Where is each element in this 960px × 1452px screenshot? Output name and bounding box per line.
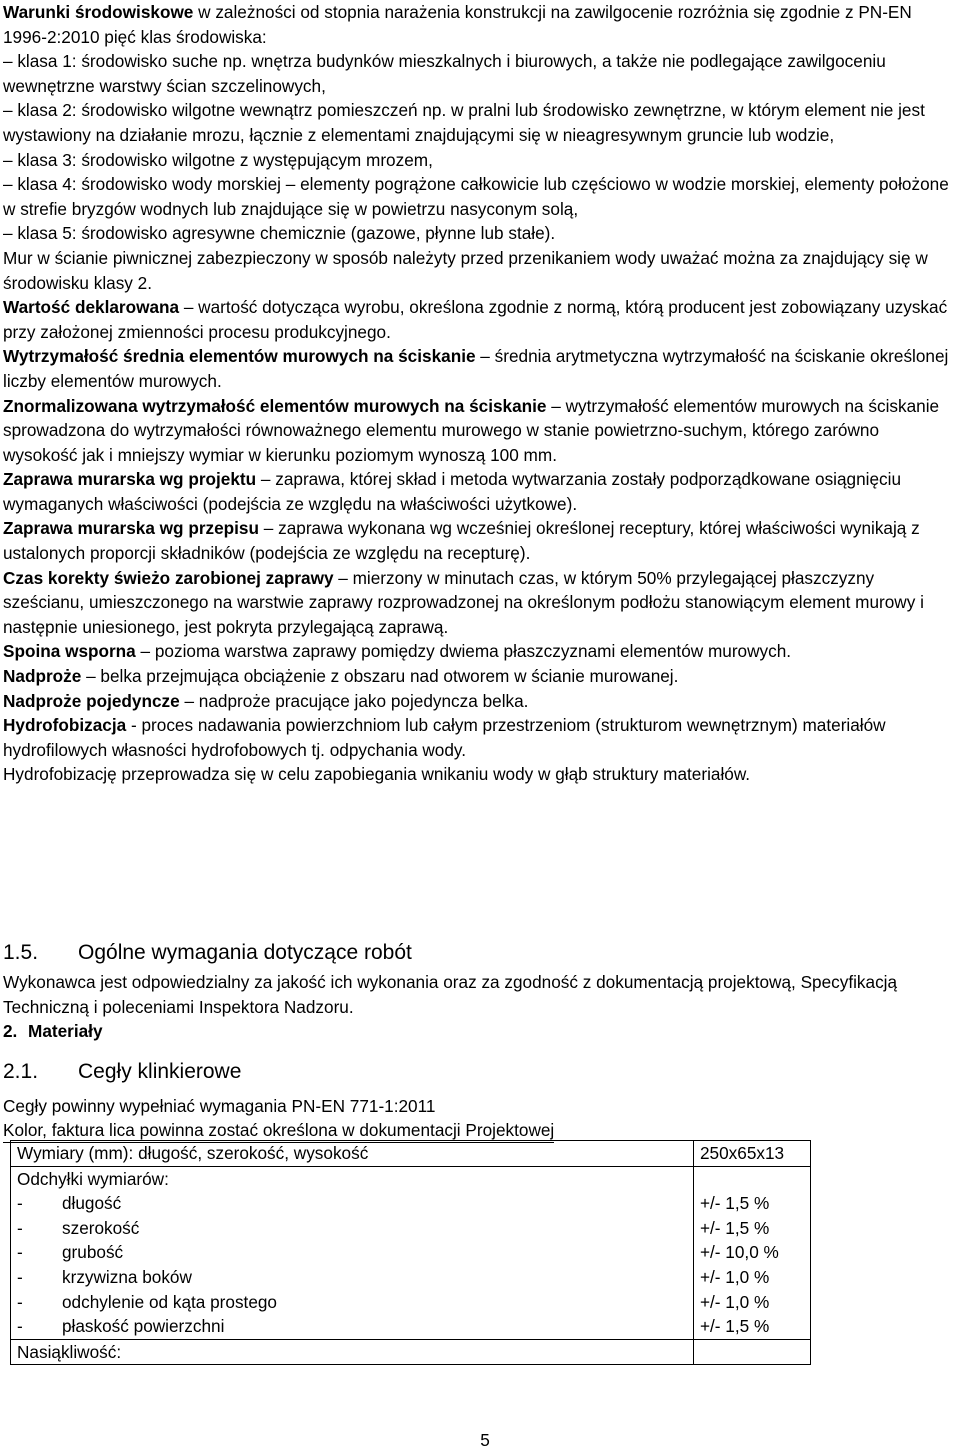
dash: - (17, 1291, 23, 1312)
deviation-item (17, 1314, 693, 1339)
deviation-name: krzywizna boków (62, 1266, 192, 1287)
section-title: Cegły klinkierowe (78, 1060, 242, 1083)
paragraph (3, 172, 958, 221)
paragraph (3, 148, 958, 173)
paragraph-text: – klasa 1: środowisko suche np. wnętrza budynków mieszkalnych i biurowych, a także nie podlegające zawilgoceniu wewnętrzne warstwy ścian szczelinowych, (3, 51, 886, 96)
paragraph (3, 49, 958, 98)
paragraph (3, 639, 958, 664)
paragraph-term: Nadproże (3, 666, 82, 687)
section-number: 2.1. (3, 1060, 39, 1083)
deviations-label: Odchyłki wymiarów: (17, 1168, 169, 1189)
section-heading-2 (3, 1019, 958, 1044)
paragraph (3, 246, 958, 295)
section-title: Materiały (28, 1021, 103, 1042)
paragraph-term: Warunki środowiskowe (3, 2, 194, 22)
paragraph-term: Zaprawa murarska wg przepisu (3, 518, 259, 539)
deviation-item (17, 1216, 693, 1241)
table-cell (694, 1339, 811, 1365)
section-heading-2-1 (3, 1058, 241, 1086)
paragraph-term: Znormalizowana wytrzymałość elementów murowych na ściskanie (3, 395, 547, 416)
requirements-text (3, 1094, 554, 1143)
blank-line (700, 1167, 810, 1192)
paragraph (3, 344, 958, 393)
table-cell (694, 1166, 811, 1339)
paragraph (3, 98, 958, 147)
paragraph (3, 394, 958, 468)
paragraph-term: Zaprawa murarska wg projektu (3, 469, 257, 490)
paragraph (3, 221, 958, 246)
paragraph-text: Mur w ścianie piwnicznej zabezpieczony w sposób należyty przed przenikaniem wody uważać można za znajdujący się w środowisku klasy 2. (3, 247, 928, 293)
paragraph-text: – mierzony w minutach czas, w którym 50% przylegającej płaszczyzny sześcianu, umieszczonego na warstwie zaprawy rozprowadzonej na określonym podłożu stanowiącym element murowy i następnie uniesionego, jest pokryta przylegającą zaprawą. (3, 567, 924, 637)
paragraph (3, 689, 958, 714)
paragraph (3, 566, 958, 640)
paragraph (3, 516, 958, 565)
paragraph-text: – pozioma warstwa zaprawy pomiędzy dwiema płaszczyznami elementów murowych. (135, 641, 792, 662)
paragraph-text: – klasa 3: środowisko wilgotne z występującym mrozem, (3, 149, 433, 170)
deviation-name: długość (62, 1193, 122, 1214)
paragraph-text: – nadproże pracujące jako pojedyncza belka. (179, 690, 529, 711)
dash: - (17, 1217, 23, 1238)
dash: - (17, 1193, 23, 1214)
table-cell: Nasiąkliwość: (11, 1339, 694, 1365)
table-row (11, 1166, 811, 1339)
paragraph (3, 467, 958, 516)
paragraph (3, 762, 958, 787)
deviation-item (17, 1265, 693, 1290)
table-row (11, 1141, 811, 1167)
deviation-value: +/- 1,5 % (700, 1316, 770, 1337)
paragraph (3, 295, 958, 344)
paragraph (3, 0, 958, 49)
section-number: 1.5. (3, 941, 39, 964)
deviation-name: płaskość powierzchni (62, 1316, 225, 1337)
paragraph-text: – zaprawa wykonana wg wcześniej określonej receptury, której właściwości wynikają z ustalonych proporcji składników (podejścia ze względu na recepturę). (3, 518, 920, 564)
paragraph-text: w zależności od stopnia narażenia konstrukcji na zawilgocenie rozróżnia się zgodnie z PN-EN 1996-2:2010 pięć klas środowiska: (3, 2, 912, 47)
paragraph-term: Hydrofobizacja (3, 715, 127, 736)
paragraph-term: Wartość deklarowana (3, 297, 180, 318)
section-text-content: Wykonawca jest odpowiedzialny za jakość ich wykonania oraz za zgodność z dokumentacją projektową, Specyfikacją Techniczną i poleceniami Inspektora Nadzoru. (3, 972, 898, 1017)
paragraph-term: Spoina wsporna (3, 641, 136, 662)
section-text (3, 970, 958, 1019)
section-1-5-body (3, 936, 958, 1044)
paragraph-term: Czas korekty świeżo zarobionej zaprawy (3, 567, 334, 588)
deviation-name: odchylenie od kąta prostego (62, 1291, 277, 1312)
paragraph-text: – średnia arytmetyczna wytrzymałość na ściskanie określonej liczby elementów murowych. (3, 346, 949, 391)
dash: - (17, 1316, 23, 1337)
paragraph (3, 664, 958, 689)
deviation-item (17, 1240, 693, 1265)
paragraph-text: – wytrzymałość elementów murowych na ściskanie sprowadzona do wytrzymałości równoważnego elementu murowego w stanie powietrzno-suchym, którego zarówno wysokość jak i mniejszy wymiar w kierunku poziomym wynoszą 100 mm. (3, 395, 940, 465)
deviation-value: +/- 1,5 % (700, 1217, 770, 1238)
section-number: 2. (3, 1021, 18, 1042)
table-cell: Wymiary (mm): długość, szerokość, wysokość (11, 1141, 694, 1167)
paragraph-text: Hydrofobizację przeprowadza się w celu zapobiegania wnikaniu wody w głąb struktury materiałów. (3, 764, 751, 785)
paragraph-text: – wartość dotycząca wyrobu, określona zgodnie z normą, którą producent jest zobowiązany uzyskać przy założonej zmienności procesu produkcyjnego. (3, 297, 948, 342)
deviation-item (17, 1290, 693, 1315)
paragraph-text: – belka przejmująca obciążenie z obszaru nad otworem w ścianie murowanej. (81, 666, 679, 687)
deviation-value: +/- 1,0 % (700, 1266, 770, 1287)
definitions-text (3, 0, 958, 787)
brick-spec-table (10, 1140, 811, 1365)
table-row (11, 1339, 811, 1365)
requirement-line-underlined: Kolor, faktura lica powinna zostać określona w dokumentacji Projektowej (3, 1119, 554, 1143)
page-number: 5 (480, 1430, 490, 1450)
section-title: Ogólne wymagania dotyczące robót (78, 941, 412, 964)
deviation-name: grubość (62, 1242, 124, 1263)
dash: - (17, 1242, 23, 1263)
deviation-value: +/- 1,0 % (700, 1291, 770, 1312)
deviation-value: +/- 1,5 % (700, 1193, 770, 1214)
deviation-name: szerokość (62, 1217, 140, 1238)
requirement-line: Cegły powinny wypełniać wymagania PN-EN 771-1:2011 (3, 1096, 436, 1116)
paragraph (3, 713, 958, 762)
paragraph-text: – klasa 5: środowisko agresywne chemicznie (gazowe, płynne lub stałe). (3, 223, 556, 244)
table-cell (11, 1166, 694, 1339)
paragraph-text: – zaprawa, której skład i metoda wytwarzania zostały podporządkowane osiągnięciu wymaganych właściwości (podejścia ze względu na właściwości użytkowe). (3, 469, 902, 514)
paragraph-text: – klasa 4: środowisko wody morskiej – elementy pogrążone całkowicie lub częściowo w wodzie morskiej, elementy położone w strefie bryzgów wodnych lub znajdujące się w powietrzu nasyconym solą, (3, 174, 949, 219)
deviation-value: +/- 10,0 % (700, 1242, 779, 1263)
deviation-item (17, 1191, 693, 1216)
paragraph-term: Wytrzymałość średnia elementów murowych na ściskanie (3, 346, 476, 367)
paragraph-term: Nadproże pojedyncze (3, 690, 180, 711)
paragraph-text: – klasa 2: środowisko wilgotne wewnątrz pomieszczeń np. w pralni lub środowisko zewnętrzne, w którym element nie jest wystawiony na działanie mrozu, łącznie z elementami znajdującymi się w nieagresywnym gruncie lub wodzie, (3, 100, 925, 145)
dash: - (17, 1266, 23, 1287)
paragraph-text: - proces nadawania powierzchniom lub całym przestrzeniom (strukturom wewnętrznym) materiałów hydrofilowych własności hydrofobowych tj. odpychania wody. (3, 715, 886, 760)
table-cell: 250x65x13 (694, 1141, 811, 1167)
